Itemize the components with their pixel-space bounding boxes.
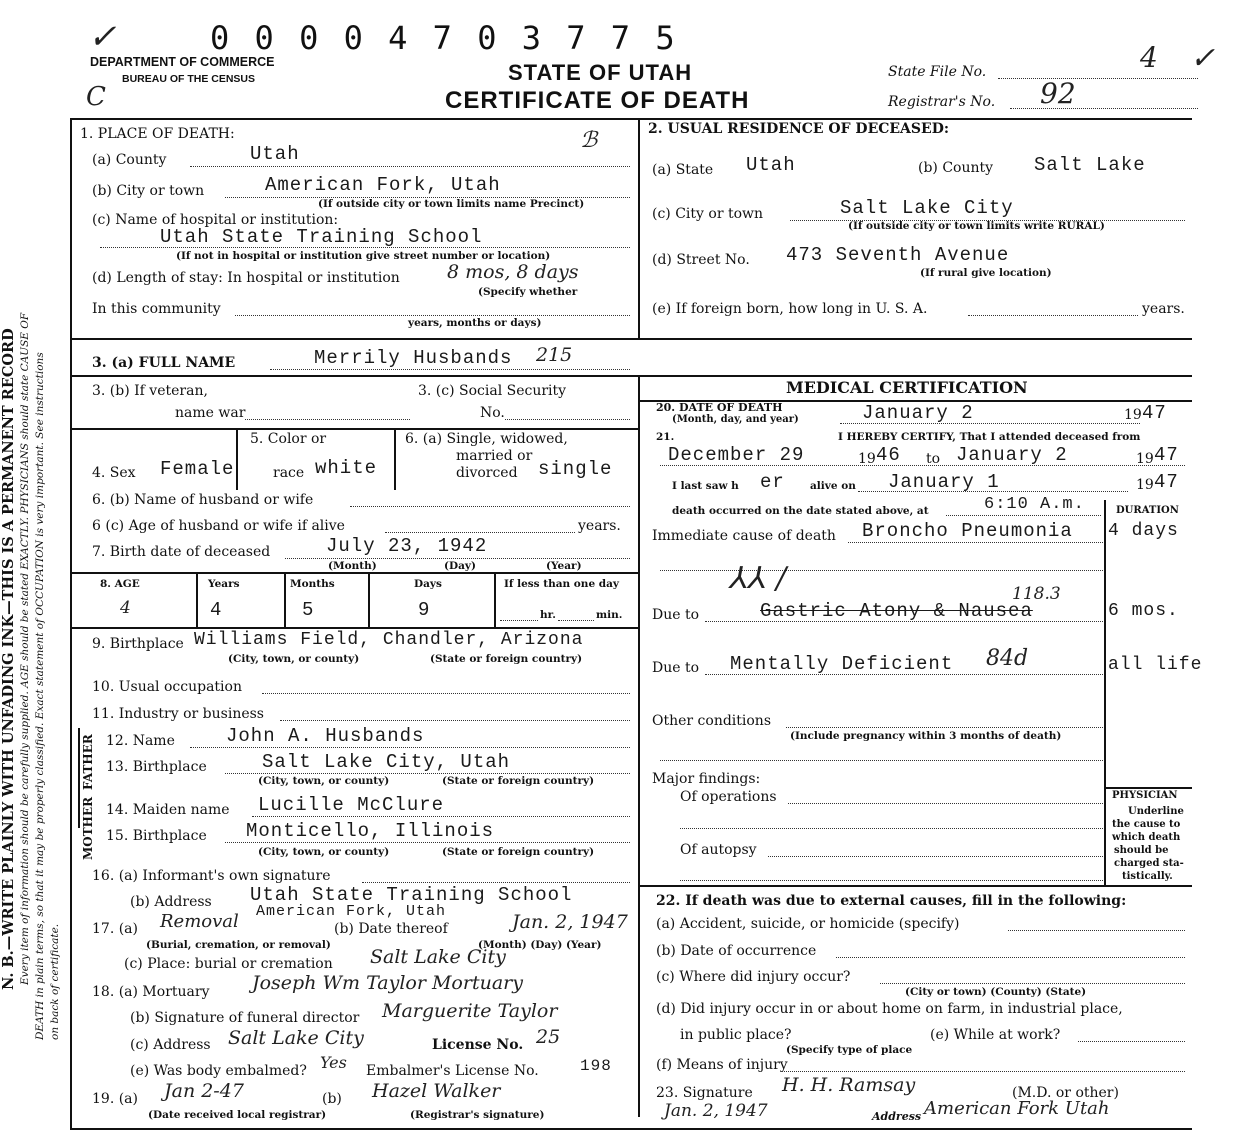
birthplace-label: 9. Birthplace	[92, 636, 184, 652]
state-title: STATE OF UTAH	[508, 60, 693, 85]
race-label: race	[273, 465, 305, 481]
due2-code: 84d	[986, 646, 1029, 671]
birthplace-value: Williams Field, Chandler, Arizona	[194, 630, 584, 650]
sex-value: Female	[160, 458, 235, 480]
spouse-age-unit: years.	[578, 518, 621, 534]
side-warning: N. B.—WRITE PLAINLY WITH UNFADING INK—THIS IS A PERMANENT RECORD	[0, 328, 17, 990]
physician-heading: PHYSICIAN	[1112, 790, 1178, 801]
full-name-label: 3. (a) FULL NAME	[92, 355, 236, 371]
received-note: (Date received local registrar)	[148, 1109, 327, 1121]
due2-duration: all life	[1108, 655, 1203, 675]
side-instruction-3: on back of certificate.	[49, 923, 61, 1040]
physician-note-2: the cause to	[1112, 819, 1181, 830]
community-label: In this community	[92, 301, 221, 317]
dod-value: January 2	[862, 402, 974, 424]
age-months: 5	[302, 599, 315, 621]
attended-from: December 29	[668, 444, 805, 466]
father-state-note: (State or foreign country)	[442, 775, 595, 787]
age-days: 9	[418, 599, 431, 621]
birth-month-note: (Month)	[328, 560, 377, 572]
marital-label: 6. (a) Single, widowed,	[405, 431, 568, 447]
emb-license-value: 198	[580, 1057, 612, 1075]
mother-name-value: Lucille McClure	[258, 794, 445, 816]
immediate-label: Immediate cause of death	[652, 528, 836, 544]
burial-date-label: (b) Date thereof	[334, 921, 448, 937]
side-instruction-2: DEATH in plain terms, so that it may be properly classified. Exact statement of OCCUPATION is very important. See instructions	[34, 352, 46, 1040]
state-file-value: 4	[1140, 41, 1158, 74]
due1-duration: 6 mos.	[1108, 601, 1179, 621]
from-year-prefix: 19	[858, 451, 876, 467]
mother-birthplace-value: Monticello, Illinois	[246, 820, 495, 842]
embalmed-label: (e) Was body embalmed?	[130, 1063, 307, 1079]
due2-label: Due to	[652, 660, 700, 676]
other-label: Other conditions	[652, 713, 772, 729]
external-heading: 22. If death was due to external causes, fill in the following:	[656, 893, 1127, 909]
state-label: (a) State	[652, 162, 714, 178]
lastsaw-label: I last saw h	[672, 480, 739, 492]
community-note: years, months or days)	[408, 317, 542, 329]
state-file-label: State File No.	[888, 64, 987, 80]
city-note: (If outside city or town limits name Precinct)	[318, 198, 585, 210]
director-label: (b) Signature of funeral director	[130, 1010, 360, 1026]
father-birthplace-value: Salt Lake City, Utah	[262, 751, 511, 773]
from-year: 46	[876, 444, 901, 466]
hr-label: hr.	[540, 609, 556, 621]
spouse-label: 6. (b) Name of husband or wife	[92, 492, 314, 508]
address-value: American Fork Utah	[924, 1098, 1110, 1119]
alive-value: January 1	[888, 471, 1000, 493]
scribble-mark: ℬ	[580, 128, 598, 153]
registrar-value: 92	[1040, 77, 1076, 110]
county-value: Utah	[250, 143, 300, 165]
stay-value: 8 mos, 8 days	[447, 261, 579, 283]
veteran-sub: name war	[175, 405, 246, 421]
lastsaw-pronoun: er	[760, 471, 785, 493]
physician-note-1: Underline	[1128, 806, 1184, 817]
ss-sub: No.	[480, 405, 505, 421]
received-label: 19. (a)	[92, 1091, 138, 1107]
registrar-sig-label: (b)	[322, 1091, 342, 1107]
death-time: 6:10 A.m.	[984, 495, 1085, 514]
mother-side-label: MOTHER	[81, 796, 95, 860]
dod-label: 20. DATE OF DEATH	[656, 401, 783, 414]
burial-type-value: Removal	[160, 911, 239, 932]
bracket-line	[78, 728, 80, 828]
industry-label: 11. Industry or business	[92, 706, 264, 722]
operations-label: Of operations	[680, 789, 777, 805]
department: DEPARTMENT OF COMMERCE	[90, 55, 275, 69]
immediate-cause: Broncho Pneumonia	[862, 520, 1073, 542]
medical-heading: MEDICAL CERTIFICATION	[786, 378, 1028, 397]
scribble-mark-2: ⅄⅄ /	[730, 561, 787, 596]
street-value: 473 Seventh Avenue	[786, 244, 1010, 266]
father-city-note: (City, town, or county)	[258, 775, 390, 787]
registrar-sig-note: (Registrar's signature)	[410, 1109, 545, 1121]
res-city-note: (If outside city or town limits write RURAL)	[848, 220, 1105, 232]
occupation-label: 10. Usual occupation	[92, 679, 242, 695]
attended-to: January 2	[956, 444, 1068, 466]
days-label: Days	[414, 578, 442, 590]
county-label: (a) County	[92, 152, 167, 168]
mortuary-address-label: (c) Address	[130, 1037, 211, 1053]
mortuary-address-value: Salt Lake City	[228, 1027, 364, 1049]
mother-birthplace-label: 15. Birthplace	[106, 828, 207, 844]
md-label: (M.D. or other)	[1012, 1085, 1119, 1101]
means-label: (f) Means of injury	[656, 1057, 788, 1073]
foreign-label: (e) If foreign born, how long in U. S. A.	[652, 301, 928, 317]
burial-place-value: Salt Lake City	[370, 946, 506, 968]
marital-line3: divorced	[456, 465, 518, 481]
c-mark: C	[86, 82, 106, 112]
res-county-value: Salt Lake	[1034, 154, 1146, 176]
informant-addr-label: (b) Address	[130, 894, 212, 910]
due2-cause: Mentally Deficient	[730, 653, 954, 675]
other-note: (Include pregnancy within 3 months of death)	[790, 730, 1062, 742]
side-instruction-1: Every item of information should be carefully supplied. AGE should be stated EXACTLY. PHYSICIANS should state CAUSE OF	[19, 312, 31, 985]
burial-date-value: Jan. 2, 1947	[512, 911, 628, 933]
duration-label: DURATION	[1116, 505, 1179, 516]
due1-code: 118.3	[1012, 584, 1061, 604]
alive-year: 47	[1154, 471, 1179, 493]
check-mark-2: ✓	[1190, 41, 1216, 76]
immediate-duration: 4 days	[1108, 521, 1179, 541]
physician-note-3: which death	[1112, 832, 1181, 843]
color-label: 5. Color or	[250, 431, 327, 447]
major-label: Major findings:	[652, 771, 761, 787]
mother-name-label: 14. Maiden name	[106, 802, 230, 818]
city-label: (b) City or town	[92, 183, 205, 199]
certificate-title: CERTIFICATE OF DEATH	[445, 87, 750, 114]
to-year: 47	[1154, 444, 1179, 466]
birth-year-note: (Year)	[546, 560, 582, 572]
hospital-label: (c) Name of hospital or institution:	[92, 212, 339, 228]
father-side-label: FATHER	[81, 734, 95, 790]
registrar-label: Registrar's No.	[888, 94, 996, 110]
physician-note-6: tistically.	[1122, 871, 1173, 882]
occurred-label: death occurred on the date stated above, at	[672, 505, 929, 517]
dod-note: (Month, day, and year)	[672, 414, 799, 425]
public-note: (Specify type of place	[786, 1044, 913, 1056]
certificate-number: 0 0 0 0 4 7 0 3 7 7 5	[210, 19, 678, 57]
veteran-label: 3. (b) If veteran,	[92, 383, 208, 399]
due1-label: Due to	[652, 607, 700, 623]
bp-state-note: (State or foreign country)	[430, 653, 583, 665]
father-name-label: 12. Name	[106, 733, 175, 749]
age-label: 8. AGE	[100, 578, 140, 590]
dod-year-prefix: 19	[1124, 407, 1142, 423]
burial-place-label: (c) Place: burial or cremation	[124, 956, 333, 972]
received-value: Jan 2-47	[164, 1080, 244, 1102]
signature-value: H. H. Ramsay	[782, 1074, 916, 1096]
bp-city-note: (City, town, or county)	[228, 653, 360, 665]
where-note: (City or town) (County) (State)	[905, 986, 1087, 998]
mortuary-value: Joseph Wm Taylor Mortuary	[252, 972, 523, 994]
spouse-age-label: 6 (c) Age of husband or wife if alive	[92, 518, 345, 534]
birth-label: 7. Birth date of deceased	[92, 544, 271, 560]
place-heading: 1. PLACE OF DEATH:	[80, 126, 235, 142]
director-value: Marguerite Taylor	[382, 1000, 558, 1022]
registrar-sig-value: Hazel Walker	[372, 1080, 501, 1102]
alive-label: alive on	[810, 480, 856, 492]
certify-text: I HEREBY CERTIFY, That I attended deceased from	[838, 431, 1141, 443]
full-name-value: Merrily Husbands	[314, 347, 513, 369]
mortuary-label: 18. (a) Mortuary	[92, 984, 210, 1000]
informant-addr1: Utah State Training School	[250, 884, 573, 906]
due1-cause: Gastric Atony & Nausea	[760, 600, 1033, 622]
embalmed-value: Yes	[320, 1053, 347, 1072]
farm-label: (d) Did injury occur in or about home on farm, in industrial place,	[656, 1001, 1123, 1017]
burial-type-note: (Burial, cremation, or removal)	[146, 939, 331, 951]
months-label: Months	[290, 578, 335, 590]
burial-type-label: 17. (a)	[92, 921, 138, 937]
work-label: (e) While at work?	[930, 1027, 1061, 1043]
burial-date-note: (Month) (Day) (Year)	[478, 939, 602, 951]
signature-label: 23. Signature	[656, 1085, 753, 1101]
sex-label: 4. Sex	[92, 465, 136, 481]
to-label: to	[926, 451, 941, 467]
stay-label: (d) Length of stay: In hospital or institution	[92, 270, 400, 286]
informant-sig-label: 16. (a) Informant's own signature	[92, 868, 331, 884]
res-county-label: (b) County	[918, 160, 994, 176]
certify-num: 21.	[656, 431, 675, 443]
hospital-value: Utah State Training School	[160, 226, 483, 248]
birth-day-note: (Day)	[444, 560, 476, 572]
hospital-note: (If not in hospital or institution give street number or location)	[176, 250, 551, 262]
age-years: 4	[210, 599, 223, 621]
license-label: License No.	[432, 1037, 524, 1053]
check-mark: ✓	[88, 17, 117, 57]
race-value: white	[315, 457, 378, 479]
min-label: min.	[596, 609, 623, 621]
marital-line2: married or	[456, 448, 533, 464]
father-name-value: John A. Husbands	[226, 725, 425, 747]
occurrence-label: (b) Date of occurrence	[656, 943, 817, 959]
street-label: (d) Street No.	[652, 252, 750, 268]
residence-heading: 2. USUAL RESIDENCE OF DECEASED:	[648, 121, 950, 137]
alive-year-prefix: 19	[1136, 477, 1154, 493]
foreign-unit: years.	[1142, 301, 1185, 317]
street-note: (If rural give location)	[920, 267, 1052, 279]
emb-license-label: Embalmer's License No.	[366, 1063, 539, 1079]
res-city-label: (c) City or town	[652, 206, 764, 222]
mother-state-note: (State or foreign country)	[442, 846, 595, 858]
lessday-label: If less than one day	[504, 578, 620, 590]
dod-year: 47	[1142, 402, 1167, 424]
autopsy-label: Of autopsy	[680, 842, 757, 858]
to-year-prefix: 19	[1136, 451, 1154, 467]
years-label: Years	[208, 578, 240, 590]
informant-addr2: American Fork, Utah	[256, 903, 447, 920]
name-code: 215	[536, 344, 573, 366]
stay-note: (Specify whether	[478, 286, 578, 298]
license-value: 25	[536, 1026, 561, 1048]
state-value: Utah	[746, 154, 796, 176]
accident-label: (a) Accident, suicide, or homicide (specify)	[656, 916, 960, 932]
city-value: American Fork, Utah	[265, 174, 501, 196]
address-label: Address	[872, 1110, 922, 1123]
marital-value: single	[538, 458, 613, 480]
physician-note-5: charged sta-	[1114, 858, 1184, 869]
age-code: 4	[120, 598, 131, 618]
signature-date: Jan. 2, 1947	[664, 1101, 768, 1121]
bureau: BUREAU OF THE CENSUS	[122, 73, 256, 85]
public-label: in public place?	[680, 1027, 792, 1043]
father-birthplace-label: 13. Birthplace	[106, 759, 207, 775]
res-city-value: Salt Lake City	[840, 197, 1014, 219]
physician-note-4: should be	[1114, 845, 1169, 856]
birth-value: July 23, 1942	[326, 535, 488, 557]
where-label: (c) Where did injury occur?	[656, 969, 851, 985]
mother-city-note: (City, town, or county)	[258, 846, 390, 858]
ss-label: 3. (c) Social Security	[418, 383, 567, 399]
